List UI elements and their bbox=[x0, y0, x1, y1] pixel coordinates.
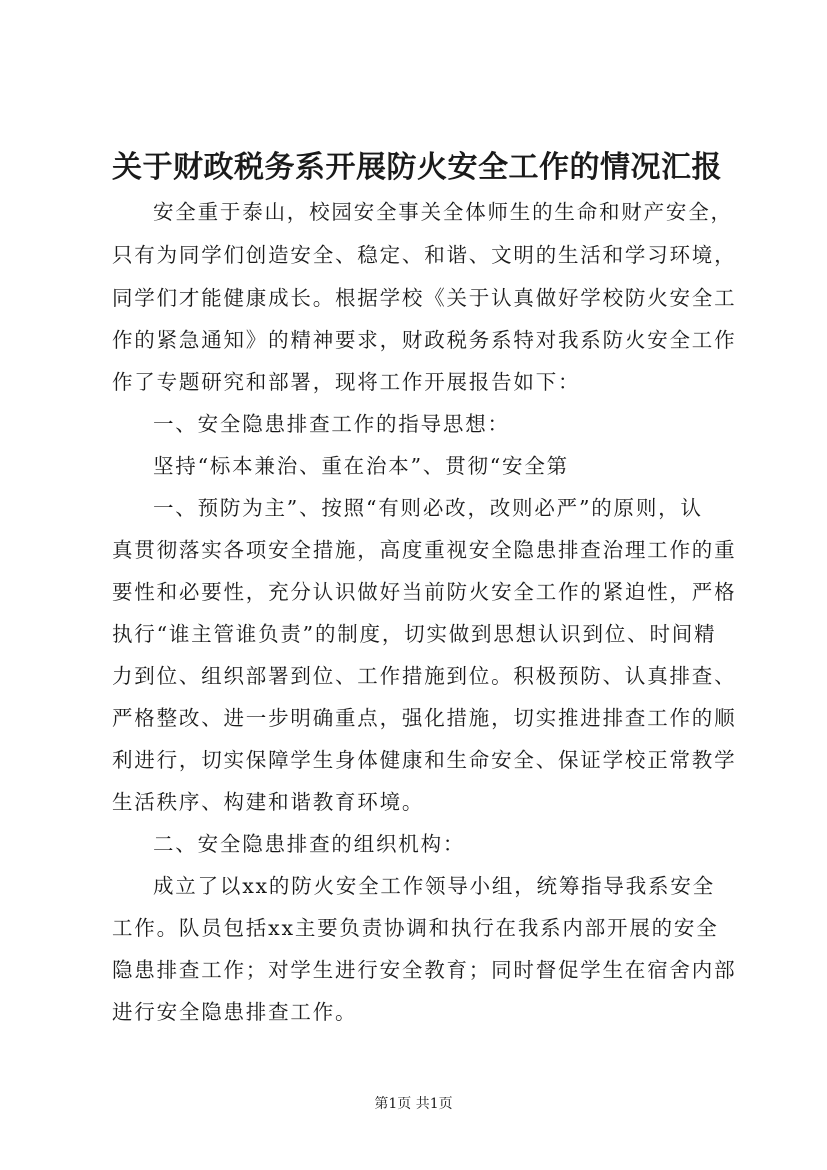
paragraph-line: 成立了以xx的防火安全工作领导小组，统筹指导我系安全 bbox=[153, 874, 715, 898]
paragraph-line: 生活秩序、构建和谐教育环境。 bbox=[112, 790, 425, 814]
document-title: 关于财政税务系开展防火安全工作的情况汇报 bbox=[112, 150, 722, 185]
paragraph-line: 安全重于泰山，校园安全事关全体师生的生命和财产安全， bbox=[153, 200, 733, 224]
paragraph-line: 只有为同学们创造安全、稳定、和谐、文明的生活和学习环境， bbox=[112, 243, 737, 267]
paragraph-line: 隐患排查工作；对学生进行安全教育；同时督促学生在宿舍内部 bbox=[112, 958, 737, 982]
paragraph-line: 作的紧急通知》的精神要求，财政税务系特对我系防火安全工作 bbox=[112, 328, 737, 352]
paragraph-line: 工作。队员包括xx主要负责协调和执行在我系内部开展的安全 bbox=[112, 916, 719, 940]
paragraph-line: 要性和必要性，充分认识做好当前防火安全工作的紧迫性，严格 bbox=[112, 580, 737, 604]
paragraph-line: 真贯彻落实各项安全措施，高度重视安全隐患排查治理工作的重 bbox=[112, 538, 737, 562]
section-heading: 二、安全隐患排查的组织机构： bbox=[153, 832, 466, 856]
paragraph-line: 严格整改、进一步明确重点，强化措施，切实推进排查工作的顺 bbox=[112, 706, 737, 730]
paragraph-line: 执行“谁主管谁负责”的制度，切实做到思想认识到位、时间精 bbox=[112, 622, 717, 646]
paragraph-line: 力到位、组织部署到位、工作措施到位。积极预防、认真排查、 bbox=[112, 664, 737, 688]
page-footer: 第1页 共1页 bbox=[374, 1096, 453, 1112]
paragraph-line: 同学们才能健康成长。根据学校《关于认真做好学校防火安全工 bbox=[112, 286, 737, 310]
paragraph-line: 一、预防为主”、按照“有则必改，改则必严”的原则，认 bbox=[153, 496, 703, 520]
paragraph-line: 作了专题研究和部署，现将工作开展报告如下： bbox=[112, 370, 581, 394]
section-heading: 一、安全隐患排查工作的指导思想： bbox=[153, 412, 510, 436]
paragraph-line: 坚持“标本兼治、重在治本”、贯彻“安全第 bbox=[153, 454, 569, 478]
paragraph-line: 利进行，切实保障学生身体健康和生命安全、保证学校正常教学 bbox=[112, 748, 737, 772]
paragraph-line: 进行安全隐患排查工作。 bbox=[112, 1000, 358, 1024]
